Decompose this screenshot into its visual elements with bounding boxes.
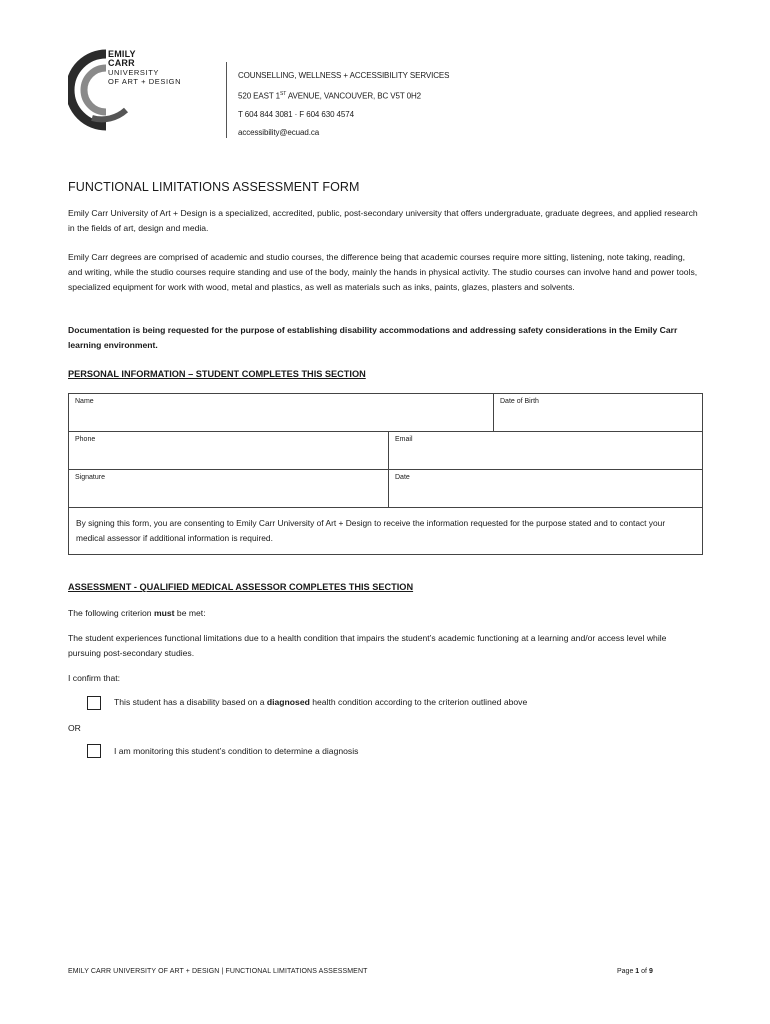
intro-paragraph-3: Documentation is being requested for the purpose of establishing disability accommodations and addressing safety considerations in the Emily Carr learning environment. xyxy=(68,325,678,350)
monitoring-checkbox[interactable] xyxy=(87,744,101,758)
intro-paragraph-1: Emily Carr University of Art + Design is a specialized, accredited, public, post-secondary university that offers undergraduate, graduate degrees, and applied research in the fields of art, design and media. xyxy=(68,208,698,233)
contact-block xyxy=(238,67,449,142)
criterion-line: The following criterion must be met: xyxy=(68,608,206,618)
contact-email[interactable]: accessibility@ecuad.ca xyxy=(238,127,320,137)
monitoring-option-label: I am monitoring this student’s condition to determine a diagnosis xyxy=(114,746,359,756)
personal-info-heading: PERSONAL INFORMATION – STUDENT COMPLETES THIS SECTION xyxy=(68,369,366,379)
logo-line-2: CARR xyxy=(108,58,135,68)
date-of-birth-field[interactable]: Date of Birth xyxy=(494,394,703,432)
page-number: Page 1 of 9 xyxy=(617,968,653,975)
logo-wordmark xyxy=(108,50,181,86)
phone-field[interactable]: Phone xyxy=(69,432,389,470)
assessment-heading: ASSESSMENT - QUALIFIED MEDICAL ASSESSOR COMPLETES THIS SECTION xyxy=(68,582,414,592)
diagnosed-option-label: This student has a disability based on a diagnosed health condition according to the criterion outlined above xyxy=(114,697,528,707)
intro-paragraph-2: Emily Carr degrees are comprised of academic and studio courses, the difference being that academic courses require more sitting, listening, note taking, reading, and writing, while the studio courses require standing and use of the body, mainly the hands in physical activity. The studio courses can involve hand and power tools, specialized equipment for work with wood, metal and plastics, as well as materials such as inks, paints, glazes, plasters and solvents. xyxy=(68,252,698,292)
or-label: OR xyxy=(68,723,81,733)
form-title: FUNCTIONAL LIMITATIONS ASSESSMENT FORM xyxy=(68,180,360,194)
signature-field[interactable]: Signature xyxy=(69,470,389,508)
criterion-statement: The student experiences functional limitations due to a health condition that impairs the student’s academic functioning at a learning and/or access level while pursuing post-secondary studies. xyxy=(68,633,667,658)
diagnosed-checkbox[interactable] xyxy=(87,696,101,710)
confirm-label: I confirm that: xyxy=(68,673,121,683)
address: 520 EAST 1ST AVENUE, VANCOUVER, BC V5T 0H2 xyxy=(238,91,422,101)
logo-line-3: UNIVERSITY xyxy=(108,68,160,77)
email-field[interactable]: Email xyxy=(389,432,703,470)
date-field[interactable]: Date xyxy=(389,470,703,508)
phone-fax: T 604 844 3081 · F 604 630 4574 xyxy=(238,109,354,119)
consent-statement: By signing this form, you are consenting to Emily Carr University of Art + Design to receive the information requested for the purpose stated and to contact your medical assessor if additional information is required. xyxy=(69,508,703,555)
department-name: COUNSELLING, WELLNESS + ACCESSIBILITY SERVICES xyxy=(238,71,450,80)
footer-title: EMILY CARR UNIVERSITY OF ART + DESIGN | FUNCTIONAL LIMITATIONS ASSESSMENT xyxy=(68,968,368,975)
name-field[interactable]: Name xyxy=(69,394,494,432)
logo-line-1: EMILY xyxy=(108,49,136,59)
header-divider xyxy=(226,62,227,138)
logo-line-4: OF ART + DESIGN xyxy=(108,77,182,86)
personal-info-table xyxy=(68,393,703,555)
